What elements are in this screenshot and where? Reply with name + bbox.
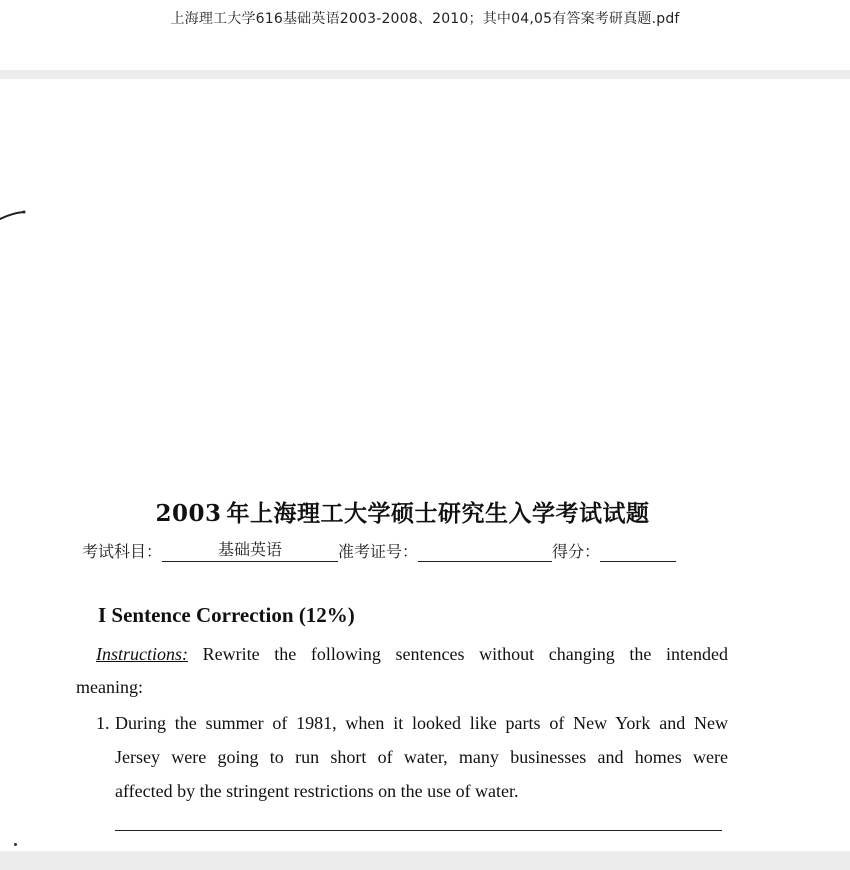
exam-info-line (82, 536, 676, 562)
question-1-line-1: During the summer of 1981, when it looked like parts of New York and New (115, 713, 728, 733)
question-1-text (115, 706, 728, 808)
question-1 (96, 706, 728, 808)
question-1-line-3: affected by the stringent restrictions on the use of water. (115, 781, 519, 801)
scan-speck (14, 843, 17, 846)
exam-id-field (418, 539, 552, 562)
document-title: 上海理工大学616基础英语2003-2008、2010；其中04,05有答案考研真题.pdf (170, 11, 680, 27)
subject-value: 基础英语 (162, 539, 338, 562)
instructions (76, 638, 728, 704)
question-1-number: 1. (96, 713, 110, 733)
instructions-text-1: Rewrite the following sentences without changing the intended (188, 644, 728, 664)
answer-line (115, 830, 722, 831)
exam-title-text: 年上海理工大学硕士研究生入学考试试题 (226, 500, 650, 527)
exam-id-label: 准考证号： (338, 542, 419, 561)
page-separator-bottom (0, 851, 850, 870)
exam-title (0, 495, 800, 528)
instructions-line-2: meaning: (76, 677, 143, 697)
section-heading: I Sentence Correction (12%) (98, 603, 355, 627)
score-label: 得分： (552, 542, 601, 561)
score-field (600, 539, 676, 562)
exam-title-year: 2003 (155, 500, 222, 527)
instructions-label: Instructions: (96, 644, 188, 664)
instructions-line-1 (76, 638, 728, 671)
scan-pen-mark (0, 205, 30, 225)
subject-label: 考试科目： (82, 542, 163, 561)
question-1-line-2: Jersey were going to run short of water, many businesses and homes were (115, 747, 728, 767)
